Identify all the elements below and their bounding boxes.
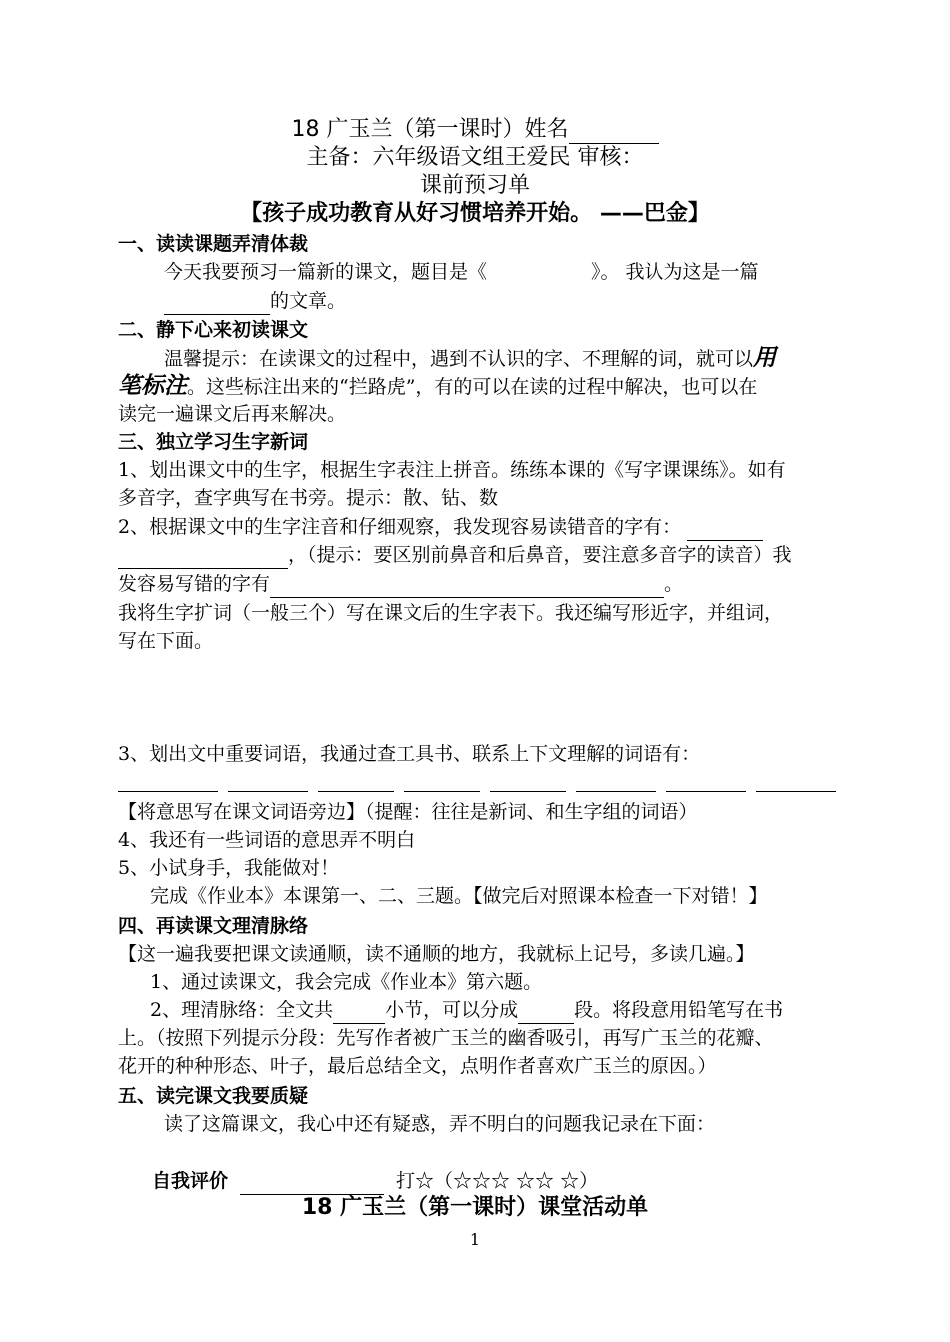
sec2-line1 (164, 344, 776, 373)
word-blank[interactable] (404, 790, 480, 792)
stanza-count-blank[interactable] (333, 1003, 385, 1024)
page-title (0, 116, 950, 144)
subtitle: 主备：六年级语文组王爱民 审核： (306, 145, 644, 170)
word-blank[interactable] (756, 790, 836, 792)
name-blank[interactable] (569, 123, 659, 144)
sec4-p2-line2: 上。（按照下列提示分段：先写作者被广玉兰的幽香吸引，再写广玉兰的花瓣、 (118, 1027, 774, 1049)
sec2-text-b: 。这些标注出来的“拦路虎”，有的可以在读的过程中解决，也可以在 (187, 376, 758, 398)
sec2-line3: 读完一遍课文后再来解决。 (118, 403, 347, 425)
sec2-line2 (118, 372, 757, 401)
sec1-line2 (164, 287, 346, 315)
sec1-line1 (164, 258, 759, 286)
section-4-heading: 四、再读课文理清脉络 (118, 915, 309, 937)
word-blank[interactable] (666, 790, 746, 792)
sec3-p2-line5: 写在下面。 (118, 630, 214, 652)
misread-blank-2[interactable] (118, 548, 288, 569)
sec3-p5: 5、小试身手，我能做对！ (118, 857, 340, 879)
sec4-p2-line1 (150, 996, 783, 1024)
motto: 【孩子成功教育从好习惯培养开始。 ——巴金】 (240, 201, 710, 226)
sec3-p2-line3 (118, 570, 683, 598)
section-2-heading: 二、静下心来初读课文 (118, 319, 309, 341)
sec4-note: 【这一遍我要把课文读通顺，读不通顺的地方，我就标上记号，多读几遍。】 (118, 943, 755, 965)
section-3-heading: 三、独立学习生字新词 (118, 431, 309, 453)
sec3-p3-note: 【将意思写在课文词语旁边】（提醒：往往是新词、和生字组的词语） (118, 801, 698, 823)
section-1-heading: 一、读读课题弄清体裁 (118, 233, 309, 255)
sec3-p2-text: 2、根据课文中的生字注音和仔细观察，我发现容易读错音的字有： (118, 516, 682, 538)
sec1-text-c: 的文章。 (270, 290, 347, 312)
self-eval-label: 自我评价 (152, 1170, 229, 1192)
emphasis-text-2: 笔标注 (118, 373, 187, 399)
sec3-p3: 3、划出文中重要词语，我通过查工具书、联系上下文理解的词语有： (118, 743, 701, 765)
sec3-p2-text-c: 发容易写错的字有 (118, 573, 271, 595)
sec5-p1: 读了这篇课文，我心中还有疑惑，弄不明白的问题我记录在下面： (164, 1113, 716, 1135)
sec4-p2-text-a: 2、理清脉络：全文共 (150, 999, 334, 1021)
sec3-p2-line4: 我将生字扩词（一般三个）写在课文后的生字表下。我还编写形近字，并组词， (118, 602, 784, 624)
sec3-p2-line1 (118, 513, 763, 541)
sec2-text-a: 温馨提示：在读课文的过程中，遇到不认识的字、不理解的词，就可以 (164, 348, 754, 370)
word-blank[interactable] (318, 790, 394, 792)
self-evaluation (152, 1167, 598, 1195)
page-number: 1 (469, 1230, 481, 1249)
sec4-p1: 1、通过读课文，我会完成《作业本》第六题。 (150, 971, 543, 993)
miswrite-blank[interactable] (270, 577, 664, 598)
next-section-title: 18 广玉兰（第一课时）课堂活动单 (301, 1195, 649, 1220)
sec1-text-b: 》。 我认为这是一篇 (591, 261, 759, 283)
sec3-p2-line2 (118, 541, 792, 569)
word-blanks (118, 766, 836, 792)
self-eval-blank[interactable] (240, 1174, 384, 1195)
sec1-text-a: 今天我要预习一篇新的课文，题目是《 (164, 261, 488, 283)
emphasis-text-1: 用 (753, 345, 777, 371)
sec3-p4: 4、我还有一些词语的意思弄不明白 (118, 829, 416, 851)
title-text: 18 广玉兰（第一课时）姓名 (291, 117, 569, 142)
sec3-p2-text-d: 。 (664, 573, 684, 595)
section-5-heading: 五、读完课文我要质疑 (118, 1085, 309, 1107)
sec3-p2-hint: ，（提示：要区别前鼻音和后鼻音，要注意多音字的读音）我 (288, 544, 792, 566)
star-rating[interactable]: 打☆（☆☆☆ ☆☆ ☆） (396, 1170, 599, 1192)
sec4-p2-text-c: 段。将段意用铅笔写在书 (574, 999, 784, 1021)
sec4-p2-text-b: 小节，可以分成 (385, 999, 519, 1021)
sec3-p1-line1: 1、划出课文中的生字，根据生字表注上拼音。练练本课的《写字课课练》。如有 (118, 459, 786, 481)
section-count-blank[interactable] (518, 1003, 574, 1024)
sec3-p1-line2: 多音字，查字典写在书旁。提示：散、钻、数 (118, 487, 499, 509)
word-blank[interactable] (228, 790, 308, 792)
word-blank[interactable] (576, 790, 656, 792)
word-blank[interactable] (118, 790, 218, 792)
sheet-name: 课前预习单 (419, 173, 530, 198)
genre-blank[interactable] (164, 294, 270, 315)
misread-blank-1[interactable] (687, 520, 763, 541)
sec4-p2-line3: 花开的种种形态、叶子，最后总结全文，点明作者喜欢广玉兰的原因。） (118, 1055, 717, 1077)
sec3-p5-detail: 完成《作业本》本课第一、二、三题。【做完后对照课本检查一下对错！】 (150, 885, 768, 907)
word-blank[interactable] (490, 790, 566, 792)
